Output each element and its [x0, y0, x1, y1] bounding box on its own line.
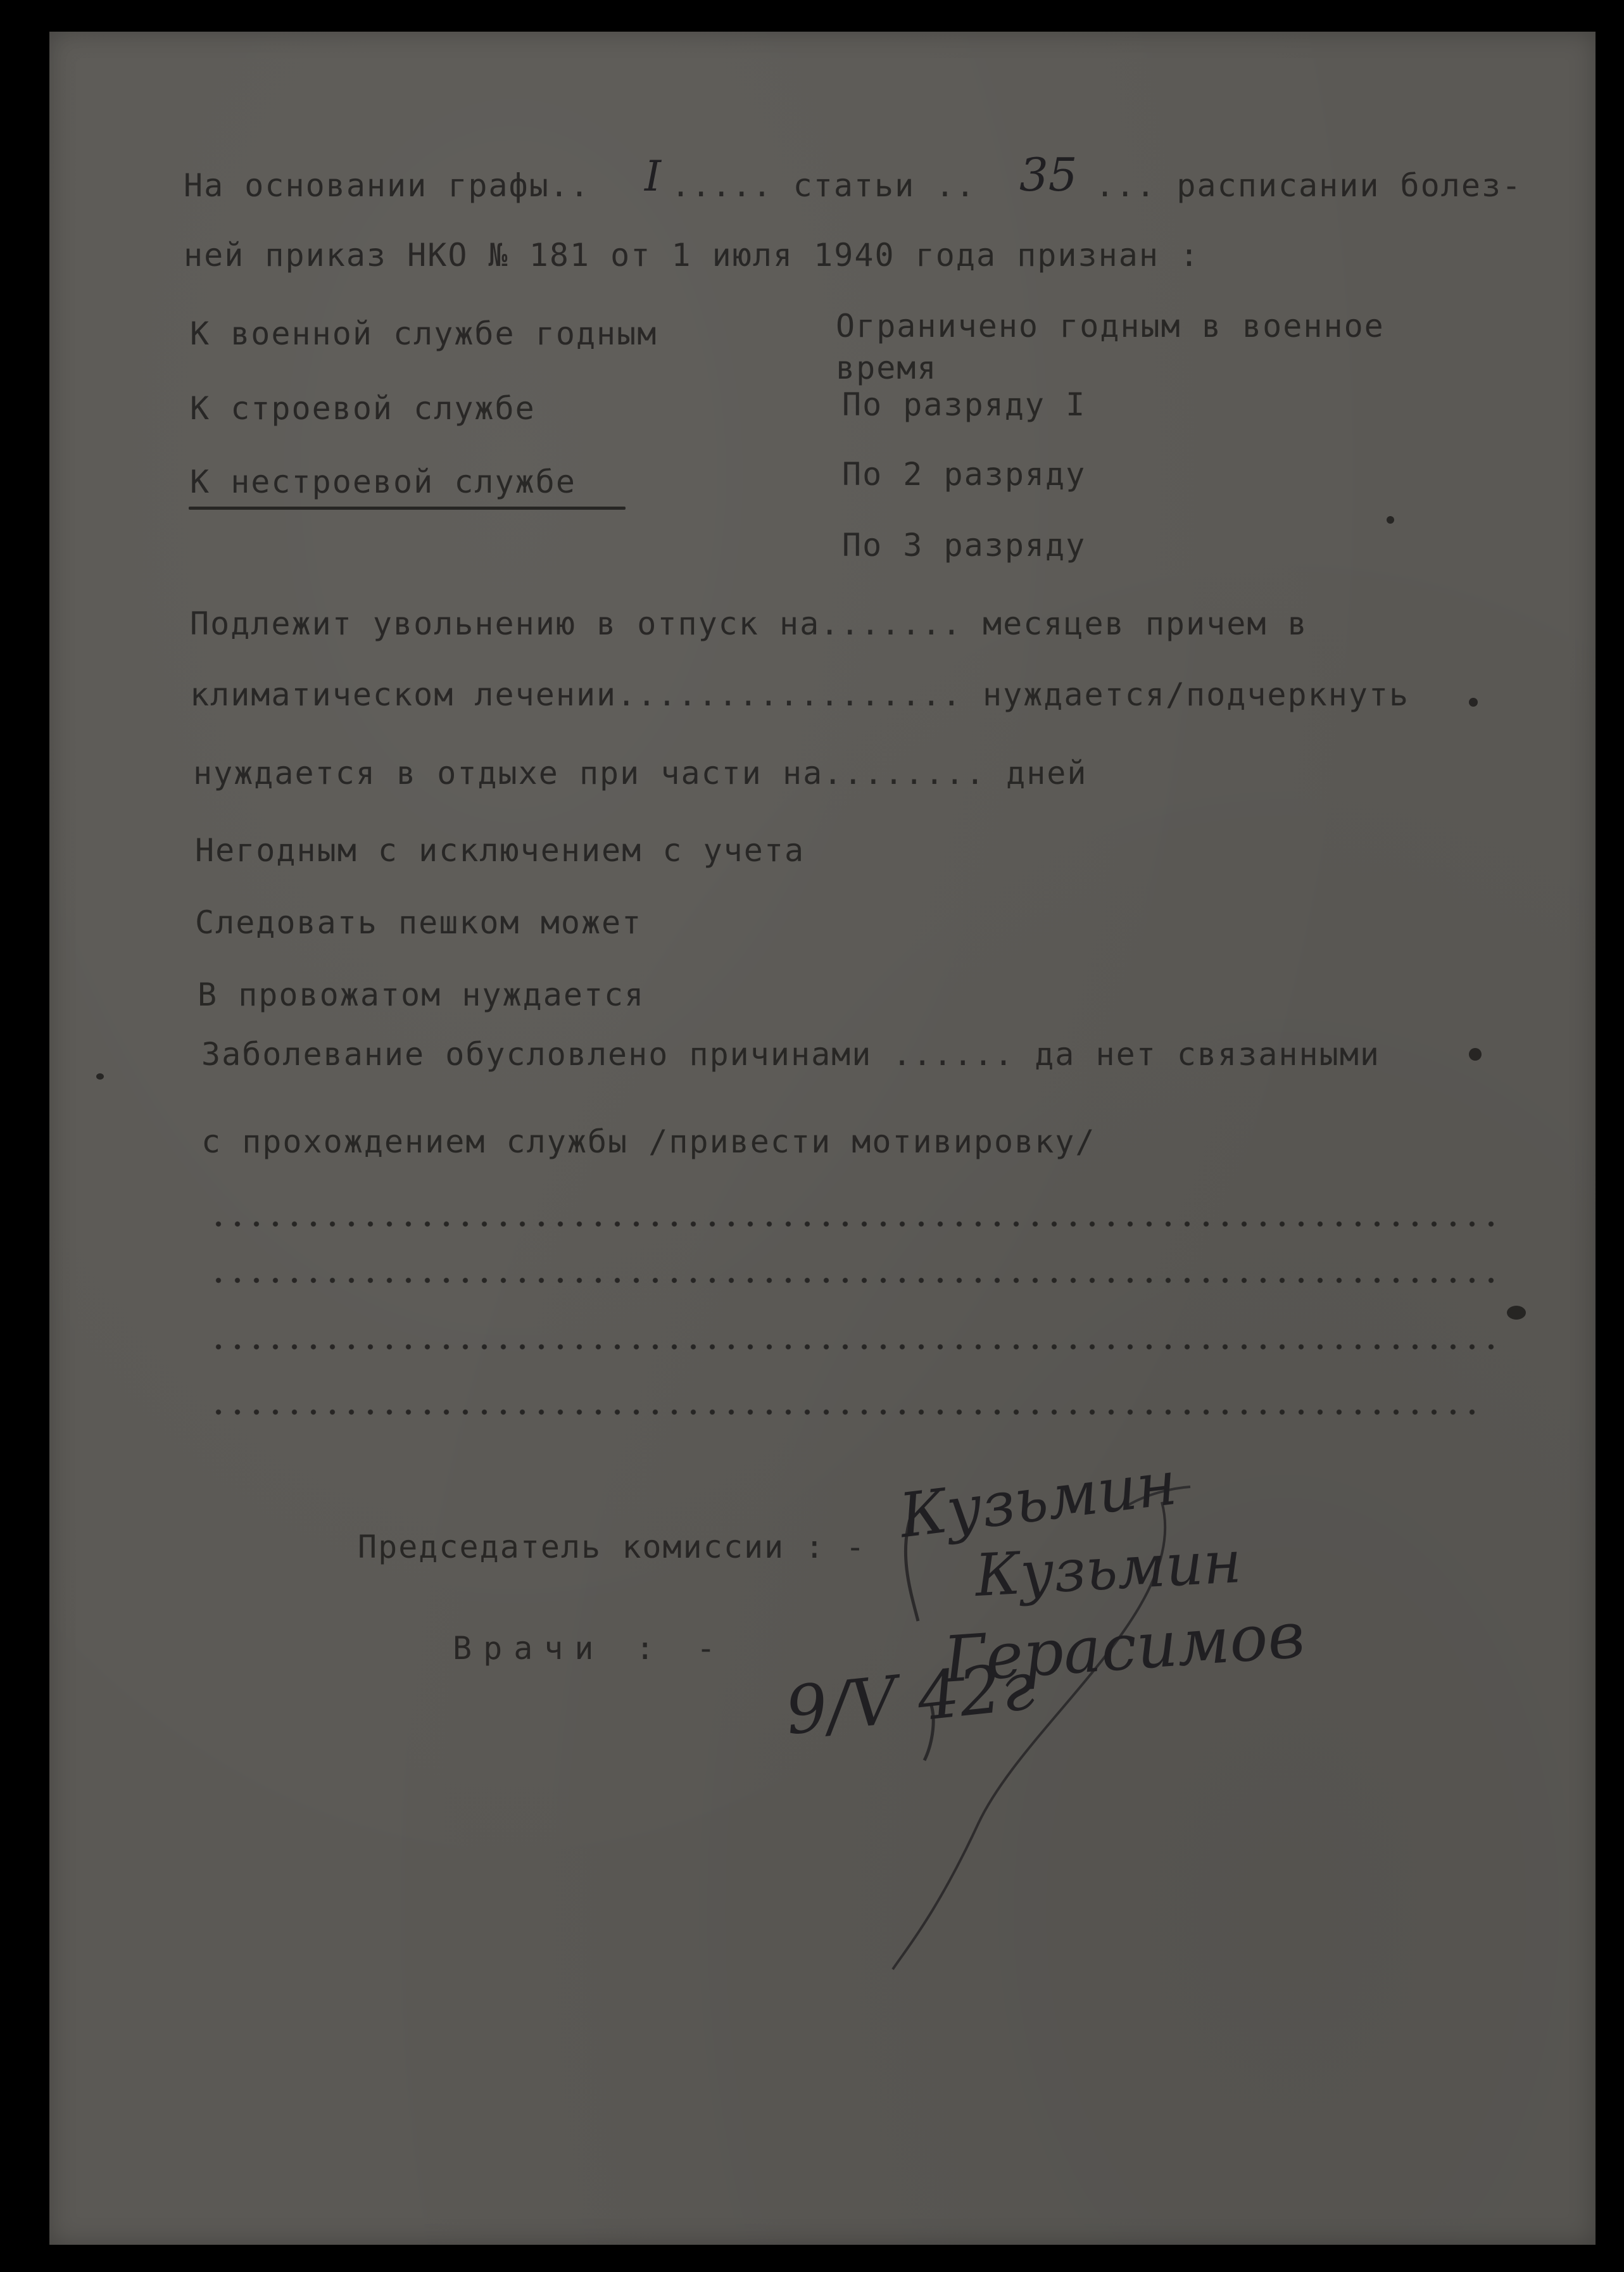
option-category-3: По 3 разряду: [842, 527, 1086, 564]
chairman-label: Председатель комиссии : -: [358, 1529, 866, 1565]
ink-spot: [1507, 1306, 1526, 1320]
line-needs-escort: В провожатом нуждается: [198, 976, 645, 1013]
line-climatic-treatment: климатическом лечении................. нуждается/подчеркнуть: [190, 676, 1410, 713]
option-limited-fit-line2: время: [836, 350, 938, 386]
signature-doctor-2: Герасимов: [941, 1598, 1307, 1697]
ink-spot: [1387, 516, 1394, 524]
line1-part-c: ... расписании болез-: [1095, 167, 1523, 204]
option-non-combat-underline: [189, 507, 626, 510]
signature-chairman: Кузьмин: [895, 1447, 1181, 1552]
line-rest-at-unit: нуждается в отдыхе при части на........ дней: [193, 755, 1088, 792]
doctors-label: Врачи : -: [453, 1630, 727, 1667]
ink-spot: [1469, 698, 1478, 707]
option-category-1: По разряду I: [842, 386, 1086, 423]
option-category-2: По 2 разряду: [842, 456, 1086, 493]
ink-spot: [96, 1073, 104, 1080]
option-non-combat-service: К нестроевой службе: [190, 464, 576, 500]
option-combat-service: К строевой службе: [190, 390, 536, 427]
handwritten-article-number: 35: [1019, 148, 1078, 201]
line-can-walk: Следовать пешком может: [195, 904, 643, 941]
signature-doctor-1: Кузьмин: [973, 1528, 1243, 1610]
ink-spot: [1469, 1048, 1482, 1061]
line-unfit-removed: Негодным с исключением с учета: [195, 832, 805, 869]
line-service-related: с прохождением службы /привести мотивировку/: [201, 1123, 1096, 1160]
line1-part-b: ..... статьи ..: [671, 167, 976, 204]
line2-order-reference: ней приказ НКО № 181 от 1 июля 1940 года признан :: [184, 237, 1200, 274]
dotted-line-1: [209, 1221, 1501, 1227]
handwritten-date: 9/V 42г: [781, 1646, 1038, 1750]
line-leave: Подлежит увольнению в отпуск на....... месяцев причем в: [190, 605, 1308, 642]
option-limited-fit-line1: Ограничено годным в военное: [836, 308, 1385, 344]
option-fit-for-military-service: К военной службе годным: [190, 315, 658, 352]
line-disease-cause: Заболевание обусловлено причинами ...... да нет связанными: [201, 1036, 1380, 1073]
handwritten-graph-number: I: [645, 152, 662, 201]
dotted-line-3: [209, 1344, 1494, 1350]
line1-part-a: На основании графы..: [184, 167, 591, 204]
dotted-line-2: [209, 1277, 1501, 1284]
dotted-line-4: [209, 1409, 1488, 1415]
